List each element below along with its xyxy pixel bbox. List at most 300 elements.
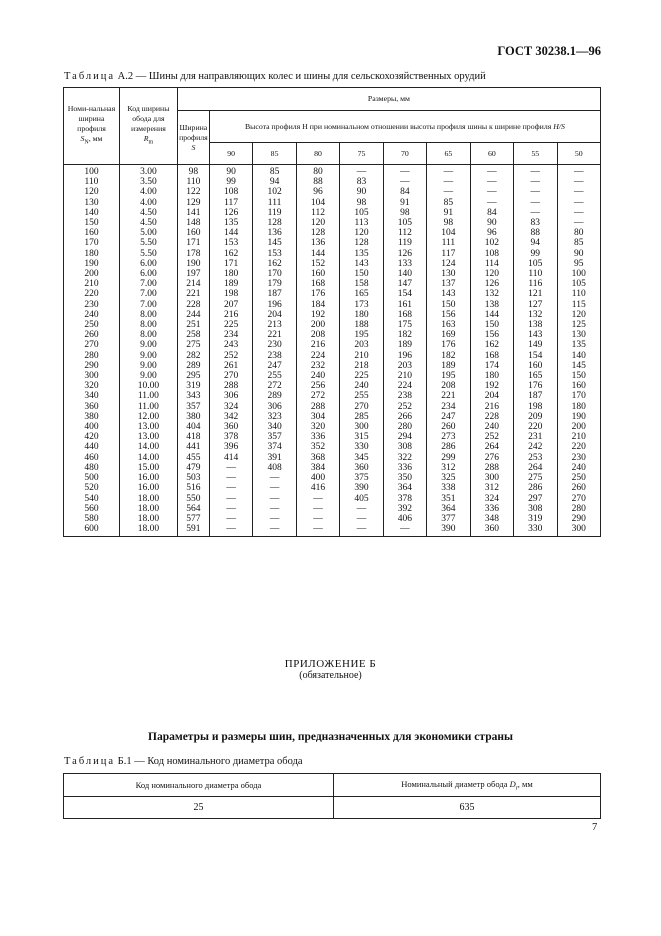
table-cell: 144 xyxy=(470,310,513,320)
table-cell: 312 xyxy=(470,483,513,493)
appendix-subtitle: (обязательное) xyxy=(299,670,362,681)
table-cell: — xyxy=(209,524,252,537)
table-cell: — xyxy=(340,504,383,514)
table-cell: — xyxy=(253,483,296,493)
table-cell: 364 xyxy=(383,483,426,493)
table-cell: — xyxy=(209,514,252,524)
table-cell: 96 xyxy=(470,228,513,238)
table-cell: 3.00 xyxy=(119,165,177,178)
table-cell: 336 xyxy=(296,432,339,442)
table-cell: 119 xyxy=(253,208,296,218)
table-cell: 414 xyxy=(209,453,252,463)
table-cell: 418 xyxy=(177,432,209,442)
table-cell: 324 xyxy=(470,494,513,504)
table-cell: 5.50 xyxy=(119,238,177,248)
table-cell: 240 xyxy=(64,310,120,320)
table-cell: — xyxy=(427,187,470,197)
table-cell: 324 xyxy=(209,402,252,412)
table-cell: 9.00 xyxy=(119,361,177,371)
table-cell: 210 xyxy=(340,351,383,361)
table-cell: — xyxy=(209,494,252,504)
table-cell: 170 xyxy=(253,269,296,279)
table-cell: 85 xyxy=(557,238,600,248)
table-cell: 114 xyxy=(470,259,513,269)
caption-label: Таблица xyxy=(64,71,116,82)
table-cell: 204 xyxy=(253,310,296,320)
table-row xyxy=(64,391,601,401)
table-cell: — xyxy=(557,218,600,228)
table-cell: 126 xyxy=(470,279,513,289)
table-cell: 221 xyxy=(253,330,296,340)
table-cell: 242 xyxy=(514,442,557,452)
table-cell: 360 xyxy=(209,422,252,432)
table-cell: 116 xyxy=(514,279,557,289)
table-cell: 80 xyxy=(296,165,339,178)
table-cell: 503 xyxy=(177,473,209,483)
table-cell: 105 xyxy=(340,208,383,218)
table-cell: 540 xyxy=(64,494,120,504)
table-cell: 120 xyxy=(470,269,513,279)
table-cell: 135 xyxy=(340,249,383,259)
table-row xyxy=(64,432,601,442)
table-cell: 420 xyxy=(64,432,120,442)
table-a2 xyxy=(63,87,601,537)
table-cell: — xyxy=(340,524,383,537)
table-cell: 190 xyxy=(557,412,600,422)
table-cell: 180 xyxy=(470,371,513,381)
table-cell: 8.00 xyxy=(119,330,177,340)
table-cell: 138 xyxy=(514,320,557,330)
table-row xyxy=(64,208,601,218)
table-row xyxy=(64,514,601,524)
table-cell: — xyxy=(296,494,339,504)
table-cell: 9.00 xyxy=(119,371,177,381)
table-cell: 84 xyxy=(470,208,513,218)
table-cell: 282 xyxy=(177,351,209,361)
table-cell: 560 xyxy=(64,504,120,514)
table-cell: 408 xyxy=(253,463,296,473)
table-cell: 160 xyxy=(514,361,557,371)
table-cell: 143 xyxy=(340,259,383,269)
table-cell: 180 xyxy=(340,310,383,320)
table-cell: 336 xyxy=(470,504,513,514)
table-cell: 189 xyxy=(427,361,470,371)
table-cell: 105 xyxy=(514,259,557,269)
table-cell: — xyxy=(470,187,513,197)
table-cell: 210 xyxy=(64,279,120,289)
table-cell: 113 xyxy=(340,218,383,228)
header-ratio: 65 xyxy=(427,143,470,165)
table-cell: 168 xyxy=(470,351,513,361)
table-cell: 338 xyxy=(427,483,470,493)
table-cell: 304 xyxy=(296,412,339,422)
table-row xyxy=(64,320,601,330)
table-cell: 340 xyxy=(64,391,120,401)
table-cell: 140 xyxy=(557,351,600,361)
table-cell: 255 xyxy=(253,371,296,381)
header-ratio: 70 xyxy=(383,143,426,165)
table-cell: 13.00 xyxy=(119,422,177,432)
table-cell: 3.50 xyxy=(119,177,177,187)
table-cell: 112 xyxy=(383,228,426,238)
table-cell: 247 xyxy=(427,412,470,422)
table-cell: 230 xyxy=(557,453,600,463)
table-row xyxy=(64,279,601,289)
table-cell: 130 xyxy=(64,198,120,208)
table-cell: 110 xyxy=(177,177,209,187)
table-cell: 160 xyxy=(296,269,339,279)
table-cell: 6.00 xyxy=(119,259,177,269)
table-cell: 5.00 xyxy=(119,228,177,238)
table-cell: 416 xyxy=(296,483,339,493)
table-cell: 190 xyxy=(177,259,209,269)
header-rim-code: Код ширины обода для измерения $R_m$ xyxy=(119,88,177,165)
table-cell: 15.00 xyxy=(119,463,177,473)
table-cell: 325 xyxy=(427,473,470,483)
rim-diameter-value: 635 xyxy=(334,797,601,819)
table-cell: 91 xyxy=(383,198,426,208)
table-cell: 550 xyxy=(177,494,209,504)
table-cell: 406 xyxy=(383,514,426,524)
table-cell: 294 xyxy=(383,432,426,442)
table-cell: 441 xyxy=(177,442,209,452)
table-cell: 577 xyxy=(177,514,209,524)
table-cell: 273 xyxy=(427,432,470,442)
table-cell: 182 xyxy=(427,351,470,361)
table-cell: 275 xyxy=(177,340,209,350)
table-row xyxy=(64,300,601,310)
table-cell: 8.00 xyxy=(119,320,177,330)
table-cell: 306 xyxy=(253,402,296,412)
table-cell: 187 xyxy=(253,289,296,299)
table-cell: 330 xyxy=(514,524,557,537)
header-ratio: 55 xyxy=(514,143,557,165)
table-cell: — xyxy=(557,177,600,187)
table-row xyxy=(64,259,601,269)
caption-text: Б.1 — Код номинального диаметра обода xyxy=(117,756,303,767)
table-cell: 90 xyxy=(209,165,252,178)
table-cell: 90 xyxy=(470,218,513,228)
table-cell: 299 xyxy=(427,453,470,463)
table-cell: 280 xyxy=(557,504,600,514)
table-cell: — xyxy=(340,165,383,178)
table-cell: — xyxy=(383,177,426,187)
table-cell: 138 xyxy=(470,300,513,310)
table-cell: — xyxy=(383,165,426,178)
table-cell: 350 xyxy=(383,473,426,483)
table-cell: 196 xyxy=(383,351,426,361)
table-cell: 88 xyxy=(514,228,557,238)
table-cell: — xyxy=(427,177,470,187)
caption-label: Таблица xyxy=(64,756,116,767)
table-cell: 340 xyxy=(253,422,296,432)
table-row xyxy=(64,340,601,350)
table-cell: 290 xyxy=(64,361,120,371)
table-cell: 133 xyxy=(383,259,426,269)
table-cell: 124 xyxy=(427,259,470,269)
table-cell: 153 xyxy=(209,238,252,248)
table-cell: 252 xyxy=(209,351,252,361)
table-cell: 173 xyxy=(340,300,383,310)
table-cell: 88 xyxy=(296,177,339,187)
table-row xyxy=(64,310,601,320)
table-cell: 580 xyxy=(64,514,120,524)
table-cell: 352 xyxy=(296,442,339,452)
table-cell: 150 xyxy=(427,300,470,310)
table-cell: 380 xyxy=(64,412,120,422)
table-cell: 179 xyxy=(253,279,296,289)
table-cell: 378 xyxy=(383,494,426,504)
table-cell: 300 xyxy=(557,524,600,537)
table-cell: 232 xyxy=(296,361,339,371)
table-cell: 289 xyxy=(177,361,209,371)
table-cell: 143 xyxy=(514,330,557,340)
table-cell: 127 xyxy=(514,300,557,310)
table-cell: 315 xyxy=(340,432,383,442)
table-cell: 104 xyxy=(427,228,470,238)
table-cell: 243 xyxy=(209,340,252,350)
table-cell: 160 xyxy=(557,381,600,391)
table-cell: — xyxy=(253,494,296,504)
table-cell: 224 xyxy=(296,351,339,361)
table-cell: 264 xyxy=(514,463,557,473)
table-cell: 80 xyxy=(557,228,600,238)
table-cell: 182 xyxy=(383,330,426,340)
table-cell: 300 xyxy=(340,422,383,432)
table-cell: 251 xyxy=(177,320,209,330)
table-cell: 112 xyxy=(296,208,339,218)
table-cell: 270 xyxy=(64,340,120,350)
table-cell: 84 xyxy=(383,187,426,197)
table-cell: 168 xyxy=(296,279,339,289)
table-cell: — xyxy=(514,177,557,187)
caption-text: А.2 — Шины для направляющих колес и шины для сельскохозяйственных орудий xyxy=(117,71,486,82)
table-cell: 272 xyxy=(296,391,339,401)
table-cell: 258 xyxy=(177,330,209,340)
table-cell: — xyxy=(514,165,557,178)
table-cell: 125 xyxy=(557,320,600,330)
table-cell: 208 xyxy=(427,381,470,391)
table-row xyxy=(64,412,601,422)
table-cell: 378 xyxy=(209,432,252,442)
table-cell: 145 xyxy=(253,238,296,248)
table-cell: 188 xyxy=(340,320,383,330)
table-cell: 253 xyxy=(514,453,557,463)
table-cell: 228 xyxy=(470,412,513,422)
table-cell: 150 xyxy=(470,320,513,330)
table-cell: — xyxy=(383,524,426,537)
table-cell: 158 xyxy=(340,279,383,289)
header-ratio: 90 xyxy=(209,143,252,165)
table-cell: — xyxy=(514,208,557,218)
table-cell: 12.00 xyxy=(119,412,177,422)
table-cell: 320 xyxy=(64,381,120,391)
table-cell: 308 xyxy=(514,504,557,514)
table-cell: 16.00 xyxy=(119,473,177,483)
table-cell: 144 xyxy=(209,228,252,238)
rim-code-value: 25 xyxy=(64,797,334,819)
table-cell: 162 xyxy=(253,259,296,269)
table-cell: 7.00 xyxy=(119,279,177,289)
table-cell: 189 xyxy=(209,279,252,289)
table-cell: 135 xyxy=(557,340,600,350)
table-cell: 95 xyxy=(557,259,600,269)
table-cell: — xyxy=(557,165,600,178)
table-cell: 110 xyxy=(514,269,557,279)
table-row xyxy=(64,361,601,371)
table-row xyxy=(64,442,601,452)
table-cell: 377 xyxy=(427,514,470,524)
table-cell: 336 xyxy=(383,463,426,473)
table-cell: 280 xyxy=(64,351,120,361)
table-cell: 240 xyxy=(340,381,383,391)
table-cell: 600 xyxy=(64,524,120,537)
table-cell: 121 xyxy=(514,289,557,299)
table-cell: 102 xyxy=(253,187,296,197)
table-cell: 176 xyxy=(427,340,470,350)
table-cell: 98 xyxy=(177,165,209,178)
table-cell: 224 xyxy=(383,381,426,391)
table-cell: 221 xyxy=(177,289,209,299)
table-cell: 90 xyxy=(557,249,600,259)
header-rim-diameter: Номинальный диаметр обода $D_r$, мм xyxy=(334,774,601,797)
table-cell: 203 xyxy=(383,361,426,371)
table-cell: 391 xyxy=(253,453,296,463)
table-cell: 175 xyxy=(383,320,426,330)
table-cell: 176 xyxy=(514,381,557,391)
table-cell: 221 xyxy=(427,391,470,401)
table-cell: 231 xyxy=(514,432,557,442)
table-cell: 405 xyxy=(340,494,383,504)
table-cell: 225 xyxy=(340,371,383,381)
table-cell: 83 xyxy=(514,218,557,228)
table-cell: 460 xyxy=(64,453,120,463)
table-cell: 11.00 xyxy=(119,402,177,412)
table-cell: 120 xyxy=(296,218,339,228)
table-cell: 4.50 xyxy=(119,208,177,218)
table-cell: 9.00 xyxy=(119,340,177,350)
table-cell: 156 xyxy=(427,310,470,320)
table-cell: 145 xyxy=(557,361,600,371)
table-cell: 250 xyxy=(557,473,600,483)
table-cell: 148 xyxy=(177,218,209,228)
table-cell: — xyxy=(340,514,383,524)
table-cell: 312 xyxy=(427,463,470,473)
page-number: 7 xyxy=(592,822,598,833)
table-cell: 83 xyxy=(340,177,383,187)
table-row xyxy=(64,187,601,197)
table-cell: 260 xyxy=(557,483,600,493)
table-cell: 18.00 xyxy=(119,524,177,537)
table-cell: 290 xyxy=(557,514,600,524)
table-cell: 153 xyxy=(253,249,296,259)
header-ratio: 60 xyxy=(470,143,513,165)
table-cell: 480 xyxy=(64,463,120,473)
table-cell: 128 xyxy=(296,228,339,238)
table-cell: 150 xyxy=(64,218,120,228)
table-cell: 323 xyxy=(253,412,296,422)
table-cell: 165 xyxy=(340,289,383,299)
header-ratio: 80 xyxy=(296,143,339,165)
table-cell: 156 xyxy=(470,330,513,340)
table-cell: 105 xyxy=(557,279,600,289)
table-row xyxy=(64,453,601,463)
table-cell: 228 xyxy=(177,300,209,310)
table-cell: 96 xyxy=(296,187,339,197)
table-cell: 343 xyxy=(177,391,209,401)
appendix-title: ПРИЛОЖЕНИЕ Б xyxy=(284,658,377,670)
table-cell: 270 xyxy=(209,371,252,381)
table-cell: 320 xyxy=(296,422,339,432)
table-cell: 306 xyxy=(209,391,252,401)
table-cell: 143 xyxy=(427,289,470,299)
table-cell: 104 xyxy=(296,198,339,208)
table-cell: 170 xyxy=(557,391,600,401)
table-cell: 266 xyxy=(383,412,426,422)
table-cell: 161 xyxy=(383,300,426,310)
table-cell: 360 xyxy=(470,524,513,537)
table-cell: 210 xyxy=(557,432,600,442)
table-cell: 171 xyxy=(209,259,252,269)
table-cell: 220 xyxy=(514,422,557,432)
table-cell: 240 xyxy=(557,463,600,473)
table-cell: 91 xyxy=(427,208,470,218)
table-cell: 98 xyxy=(383,208,426,218)
table-cell: 286 xyxy=(427,442,470,452)
header-ratio: 50 xyxy=(557,143,600,165)
header-section-width: Ширина профиля S xyxy=(177,111,209,165)
table-cell: 261 xyxy=(209,361,252,371)
table-cell: 238 xyxy=(383,391,426,401)
table-cell: 209 xyxy=(514,412,557,422)
table-row xyxy=(64,504,601,514)
table-row xyxy=(64,371,601,381)
table-cell: 128 xyxy=(340,238,383,248)
table-row xyxy=(64,483,601,493)
table-cell: 591 xyxy=(177,524,209,537)
table-cell: 404 xyxy=(177,422,209,432)
table-cell: 137 xyxy=(427,279,470,289)
table-cell: 135 xyxy=(209,218,252,228)
table-cell: 13.00 xyxy=(119,432,177,442)
table-cell: — xyxy=(209,463,252,473)
table-row xyxy=(64,330,601,340)
table-cell: 319 xyxy=(177,381,209,391)
table-b1-caption xyxy=(64,756,303,767)
table-cell: 234 xyxy=(427,402,470,412)
table-cell: 375 xyxy=(340,473,383,483)
table-a2-caption xyxy=(64,71,486,82)
table-cell: 136 xyxy=(253,228,296,238)
table-cell: 297 xyxy=(514,494,557,504)
table-cell: 198 xyxy=(209,289,252,299)
table-cell: 192 xyxy=(470,381,513,391)
table-cell: 220 xyxy=(557,442,600,452)
table-row xyxy=(64,524,601,537)
table-cell: 102 xyxy=(470,238,513,248)
table-cell: — xyxy=(253,473,296,483)
table-cell: 216 xyxy=(209,310,252,320)
table-cell: — xyxy=(209,504,252,514)
table-row xyxy=(64,402,601,412)
table-cell: 216 xyxy=(296,340,339,350)
table-cell: 150 xyxy=(557,371,600,381)
table-cell: 195 xyxy=(340,330,383,340)
appendix-heading: Параметры и размеры шин, предназначенных для экономики страны xyxy=(148,731,513,743)
header-sizes: Размеры, мм xyxy=(177,88,600,111)
header-section-height: Высота профиля H при номинальном отношении высоты профиля шины к ширине профиля H/S xyxy=(209,111,600,143)
table-cell: 200 xyxy=(557,422,600,432)
